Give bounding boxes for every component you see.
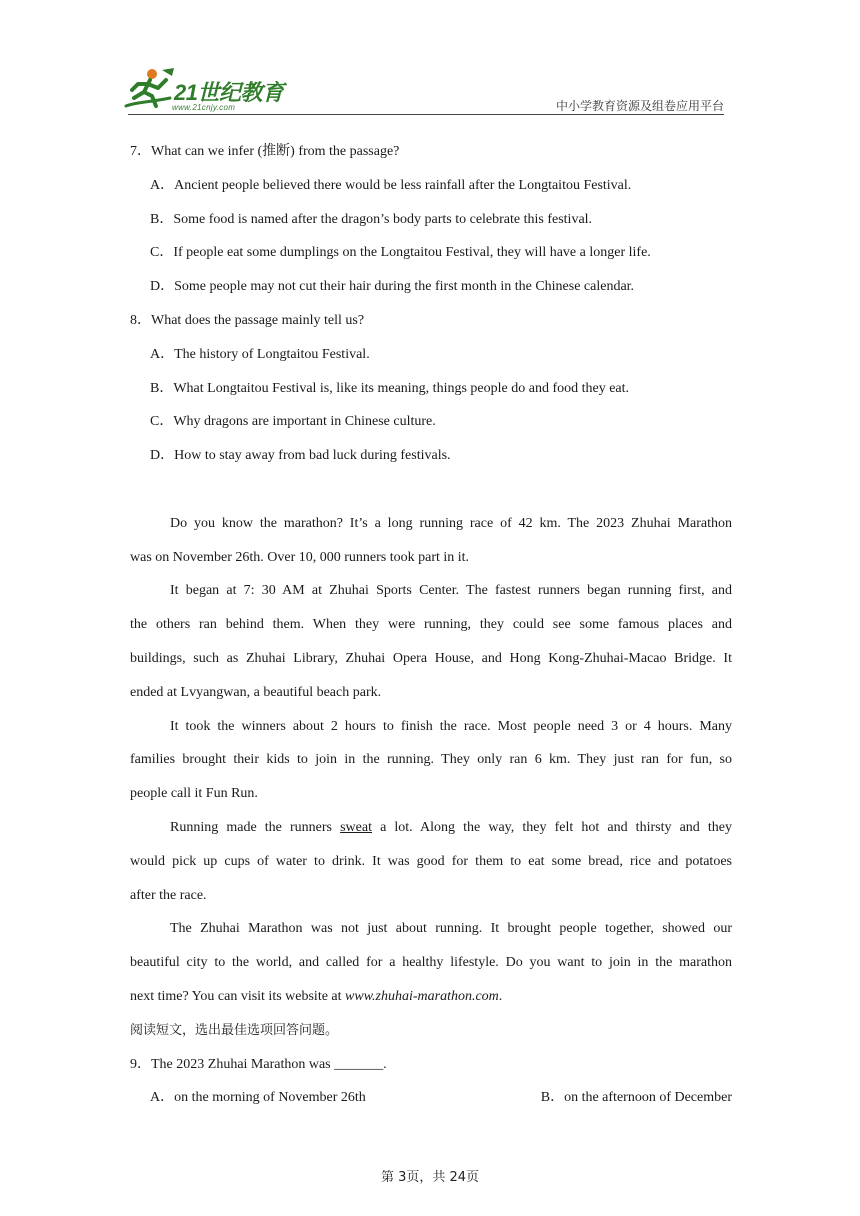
- question-7-option-b: B．Some food is named after the dragon’s body parts to celebrate this festival.: [150, 211, 593, 227]
- question-8-option-b: B．What Longtaitou Festival is, like its meaning, things people do and food they eat.: [150, 380, 630, 396]
- logo-text: 21世纪教育: [174, 80, 284, 105]
- passage-line: would pick up cups of water to drink. It was good for them to eat some bread, rice and potatoes: [130, 853, 732, 869]
- passage-line: It took the winners about 2 hours to finish the race. Most people need 3 or 4 hours. Many: [170, 718, 732, 734]
- spacer: [130, 478, 732, 512]
- page-header: [0, 0, 860, 120]
- passage-line: families brought their kids to join in the running. They only ran 6 km. They just ran for fun, so: [130, 752, 732, 768]
- passage-line: The Zhuhai Marathon was not just about running. It brought people together, showed our: [170, 921, 732, 937]
- question-9-option-b: B．on the afternoon of December: [540, 1090, 732, 1106]
- page-footer: 第 3页，共 24页: [380, 1170, 480, 1185]
- question-9-option-a: A．on the morning of November 26th: [150, 1090, 366, 1106]
- passage-line: people call it Fun Run.: [130, 786, 258, 802]
- passage-line: It began at 7: 30 AM at Zhuhai Sports Center. The fastest runners began running first, and: [170, 583, 732, 599]
- passage-line: Do you know the marathon? It’s a long running race of 42 km. The 2023 Zhuhai Marathon: [170, 515, 732, 531]
- passage-paragraph-2: [130, 579, 732, 714]
- question-7-option-c: C．If people eat some dumplings on the Longtaitou Festival, they will have a longer life.: [150, 245, 651, 261]
- question-7-option-a: A．Ancient people believed there would be less rainfall after the Longtaitou Festival.: [150, 177, 632, 193]
- question-7-option-d: D．Some people may not cut their hair during the first month in the Chinese calendar.: [150, 279, 635, 295]
- logo-url: www.21cnjy.com: [172, 103, 236, 112]
- instruction: 阅读短文，选出最佳选项回答问题。: [130, 1022, 339, 1038]
- question-9-stem: 9．The 2023 Zhuhai Marathon was _______.: [130, 1056, 387, 1072]
- passage-paragraph-3: [130, 715, 732, 816]
- passage-line: after the race.: [130, 887, 207, 903]
- passage-paragraph-5: [130, 917, 732, 1018]
- question-8-option-d: D．How to stay away from bad luck during festivals.: [150, 448, 451, 464]
- question-9-options: [130, 1086, 732, 1120]
- question-8-option-c: C．Why dragons are important in Chinese culture.: [150, 414, 436, 430]
- passage-text: .: [498, 988, 503, 1004]
- underlined-word: sweat: [340, 819, 372, 835]
- passage-line: was on November 26th. Over 10, 000 runners took part in it.: [130, 549, 470, 565]
- passage-line: beautiful city to the world, and called for a healthy lifestyle. Do you want to join in the marathon: [130, 955, 732, 971]
- question-7-stem: 7．What can we infer (推断) from the passage?: [130, 144, 400, 159]
- passage-text: next time? You can visit its website at: [130, 988, 346, 1004]
- platform-name: 中小学教育资源及组卷应用平台: [555, 99, 724, 113]
- header-divider: [128, 114, 724, 115]
- site-logo: [122, 66, 292, 116]
- passage-line: buildings, such as Zhuhai Library, Zhuhai Opera House, and Hong Kong-Zhuhai-Macao Bridge. It: [130, 650, 732, 666]
- passage-line: [130, 816, 732, 850]
- passage-paragraph-4: [130, 816, 732, 917]
- question-8-option-a: A．The history of Longtaitou Festival.: [150, 346, 370, 362]
- passage-text: a lot. Along the way, they felt hot and thirsty and they: [371, 819, 732, 835]
- website-url: www.zhuhai-marathon.com: [345, 988, 499, 1004]
- passage-line: [130, 985, 732, 1019]
- passage-text: Running made the runners: [170, 819, 341, 835]
- runner-logo-icon: [122, 66, 176, 112]
- passage-paragraph-1: [130, 512, 732, 580]
- passage-line: the others ran behind them. When they were running, they could see some famous places and: [130, 617, 732, 633]
- page-content: [130, 140, 732, 1120]
- passage-line: ended at Lvyangwan, a beautiful beach park.: [130, 684, 382, 700]
- question-8-stem: 8．What does the passage mainly tell us?: [130, 312, 365, 328]
